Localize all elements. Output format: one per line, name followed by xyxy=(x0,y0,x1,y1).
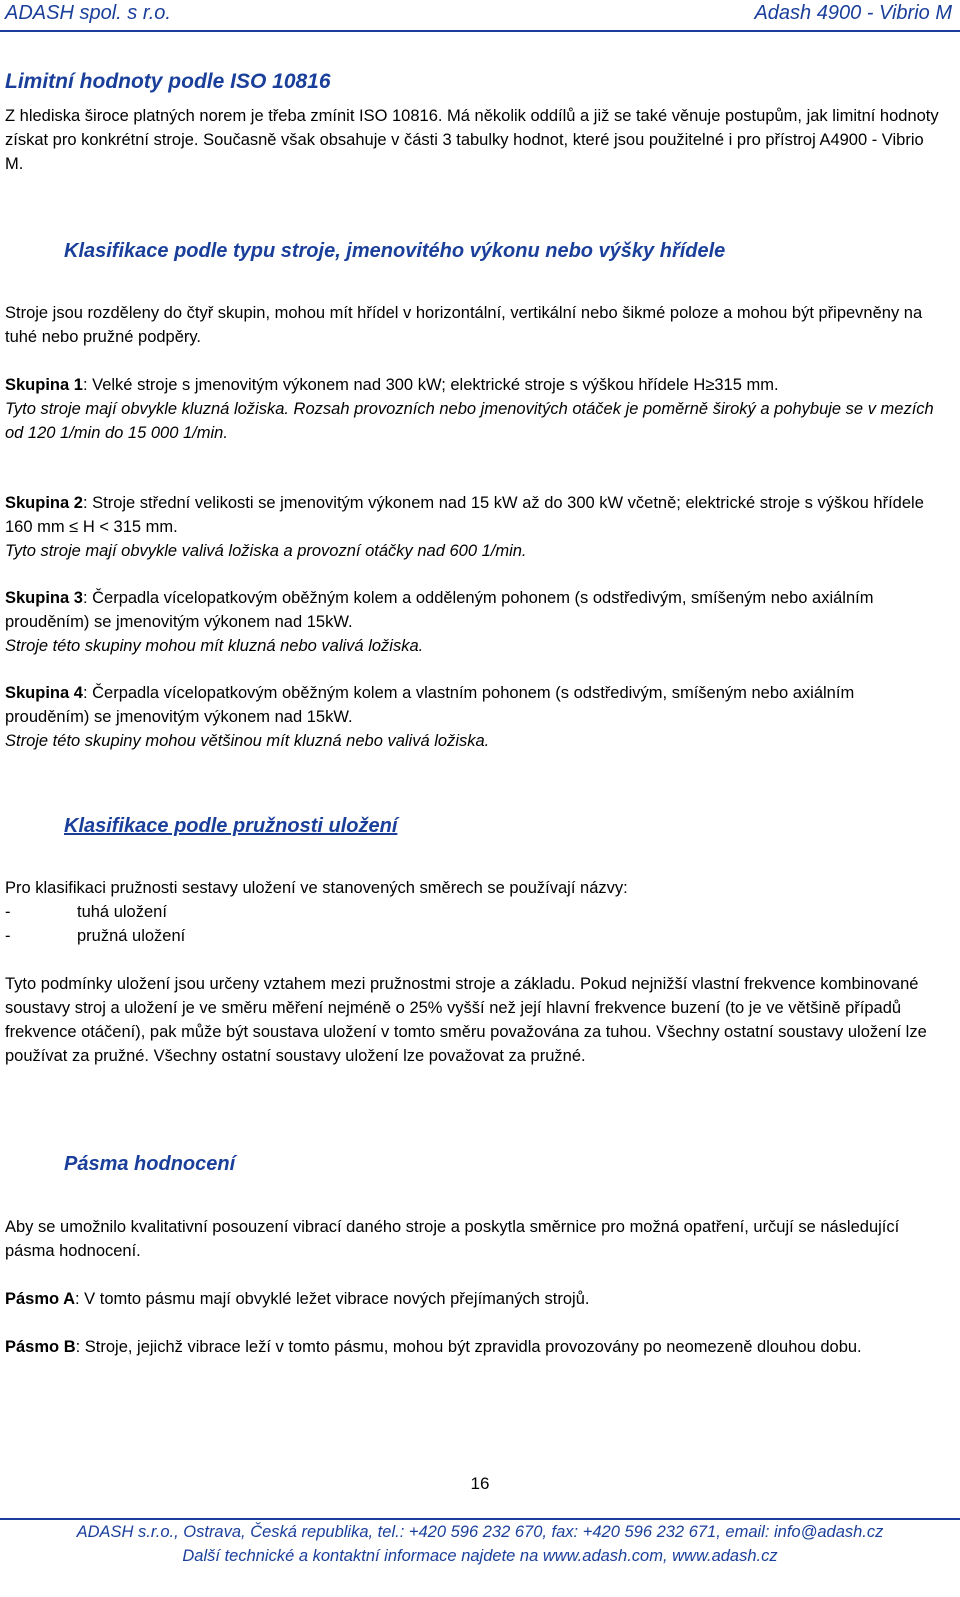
header-company: ADASH spol. s r.o. xyxy=(5,2,171,24)
group-label: Skupina 2 xyxy=(5,494,83,512)
footer-web: Další technické a kontaktní informace najdete na www.adash.com, www.adash.cz xyxy=(182,1547,778,1565)
list-item xyxy=(5,900,940,924)
section2-para: Tyto podmínky uložení jsou určeny vztahem mezi pružnostmi stroje a základu. Pokud nejnižší vlastní frekvence kombinované soustavy stroj a uložení je ve směru měření nejméně o 25% vyšší než její hlavní frekvence buzení (to je ve většině případů frekvence otáčení), pak může být soustava uložení v tomto směru považována za tuhou. Všechny ostatní soustavy uložení lze používat za pružné. Všechny ostatní soustavy uložení lze považovat za pružné. xyxy=(5,975,927,1065)
zone-label: Pásmo A xyxy=(5,1290,75,1308)
group-label: Skupina 3 xyxy=(5,589,83,607)
section2-text: Pro klasifikaci pružnosti sestavy uložení ve stanovených směrech se používají názvy: xyxy=(5,879,628,897)
list-dash: - xyxy=(5,903,11,921)
footer-contact: ADASH s.r.o., Ostrava, Česká republika, tel.: +420 596 232 670, fax: +420 596 232 671, email: info@adash.cz xyxy=(76,1523,884,1541)
section1-text: Stroje jsou rozděleny do čtyř skupin, mohou mít hřídel v horizontální, vertikální nebo šikmé poloze a mohou být připevněny na tuhé nebo pružné podpěry. xyxy=(5,304,923,346)
group-note: Stroje této skupiny mohou většinou mít kluzná nebo valivá ložiska. xyxy=(5,732,490,750)
page-header xyxy=(0,0,960,30)
header-product: Adash 4900 - Vibrio M xyxy=(754,2,952,24)
page-number: 16 xyxy=(470,1474,490,1493)
section2-title: Klasifikace podle pružnosti uložení xyxy=(64,815,398,837)
zone-label: Pásmo B xyxy=(5,1338,76,1356)
group-3 xyxy=(5,586,940,658)
zone-text: : Stroje, jejichž vibrace leží v tomto pásmu, mohou být zpravidla provozovány po neomezeně dlouhou dobu. xyxy=(75,1338,862,1356)
zone-a xyxy=(5,1287,940,1311)
page-footer xyxy=(0,1520,960,1568)
group-text: : Velké stroje s jmenovitým výkonem nad 300 kW; elektrické stroje s výškou hřídele H≥315 mm. xyxy=(82,376,779,394)
group-2 xyxy=(5,491,940,563)
list-dash: - xyxy=(5,927,11,945)
section3-intro xyxy=(5,1215,940,1263)
group-text: : Stroje střední velikosti se jmenovitým výkonem nad 15 kW až do 300 kW včetně; elektrické stroje s výškou hřídele 160 mm ≤ H < 315 mm. xyxy=(5,494,924,536)
group-note: Tyto stroje mají obvykle valivá ložiska a provozní otáčky nad 600 1/min. xyxy=(5,542,527,560)
group-text: : Čerpadla vícelopatkovým oběžným kolem a odděleným pohonem (s odstředivým, smíšeným nebo axiálním prouděním) se jmenovitým výkonem nad 15kW. xyxy=(5,589,874,631)
intro-text: Z hlediska široce platných norem je třeba zmínit ISO 10816. Má několik oddílů a již se také věnuje postupům, jak limitní hodnoty získat pro konkrétní stroje. Současně však obsahuje v části 3 tabulky hodnot, které jsou použitelné i pro přístroj A4900 - Vibrio M. xyxy=(5,107,939,173)
section1-title: Klasifikace podle typu stroje, jmenovitého výkonu nebo výšky hřídele xyxy=(64,240,726,262)
section2-intro xyxy=(5,876,940,948)
group-label: Skupina 1 xyxy=(5,376,83,394)
intro-title: Limitní hodnoty podle ISO 10816 xyxy=(5,70,331,93)
section3-title: Pásma hodnocení xyxy=(64,1153,236,1175)
intro-paragraph xyxy=(5,104,940,176)
zone-text: : V tomto pásmu mají obvyklé ležet vibrace nových přejímaných strojů. xyxy=(75,1290,590,1308)
section2-paragraph xyxy=(5,972,940,1068)
section1-intro xyxy=(5,301,940,349)
group-note: Tyto stroje mají obvykle kluzná ložiska. Rozsah provozních nebo jmenovitých otáček je poměrně široký a pohybuje se v mezích od 120 1/min do 15 000 1/min. xyxy=(5,400,934,442)
group-note: Stroje této skupiny mohou mít kluzná nebo valivá ložiska. xyxy=(5,637,424,655)
group-text: : Čerpadla vícelopatkovým oběžným kolem a vlastním pohonem (s odstředivým, smíšeným nebo axiálním prouděním) se jmenovitým výkonem nad 15kW. xyxy=(5,684,855,726)
group-1 xyxy=(5,373,940,445)
list-item-text: tuhá uložení xyxy=(77,903,167,921)
list-item-text: pružná uložení xyxy=(77,927,186,945)
group-4 xyxy=(5,681,940,753)
section3-text: Aby se umožnilo kvalitativní posouzení vibrací daného stroje a poskytla směrnice pro možná opatření, určují se následující pásma hodnocení. xyxy=(5,1218,900,1260)
header-divider xyxy=(0,30,960,32)
group-label: Skupina 4 xyxy=(5,684,83,702)
zone-b xyxy=(5,1335,940,1359)
list-item xyxy=(5,924,940,948)
